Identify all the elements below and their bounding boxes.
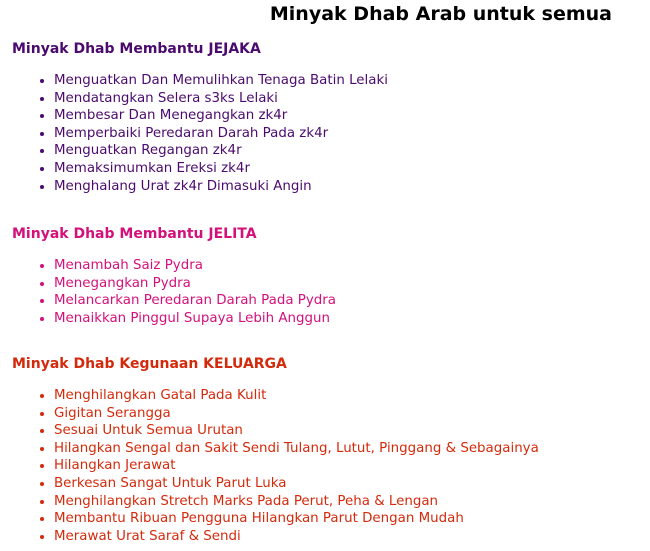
section-keluarga [12,355,642,545]
list-item: • Hilangkan Sengal dan Sakit Sendi Tulang, Lutut, Pinggang & Sebagainya [54,440,642,458]
section-heading-keluarga: Minyak Dhab Kegunaan KELUARGA [12,356,287,372]
list-item: • Membesar Dan Menegangkan zk4r [54,107,642,125]
page-title: Minyak Dhab Arab untuk semua [269,3,612,25]
list-item: • Memperbaiki Peredaran Darah Pada zk4r [54,125,642,143]
section-heading-jelita: Minyak Dhab Membantu JELITA [12,226,257,242]
list-item: • Berkesan Sangat Untuk Parut Luka [54,475,642,493]
list-item: • Menguatkan Dan Memulihkan Tenaga Batin Lelaki [54,72,642,90]
list-item: • Menghilangkan Stretch Marks Pada Perut, Peha & Lengan [54,493,642,511]
section-heading-jejaka: Minyak Dhab Membantu JEJAKA [12,41,261,57]
list-item: • Hilangkan Jerawat [54,457,642,475]
list-item: • Memaksimumkan Ereksi zk4r [54,160,642,178]
list-item: • Gigitan Serangga [54,405,642,423]
list-item: • Merawat Urat Saraf & Sendi [54,528,642,546]
list-item: • Mendatangkan Selera s3ks Lelaki [54,90,642,108]
section-jelita [12,225,642,327]
list-item: • Membantu Ribuan Pengguna Hilangkan Parut Dengan Mudah [54,510,642,528]
list-item: • Menghalang Urat zk4r Dimasuki Angin [54,178,642,196]
list-item: • Menguatkan Regangan zk4r [54,142,642,160]
list-item: • Menegangkan Pydra [54,275,642,293]
list-item: • Melancarkan Peredaran Darah Pada Pydra [54,292,642,310]
benefit-list-jelita [12,257,642,327]
benefit-list-keluarga [12,387,642,545]
benefit-list-jejaka [12,72,642,195]
section-jejaka [12,40,642,195]
list-item: • Menambah Saiz Pydra [54,257,642,275]
list-item: • Menaikkan Pinggul Supaya Lebih Anggun [54,310,642,328]
list-item: • Sesuai Untuk Semua Urutan [54,422,642,440]
list-item: • Menghilangkan Gatal Pada Kulit [54,387,642,405]
